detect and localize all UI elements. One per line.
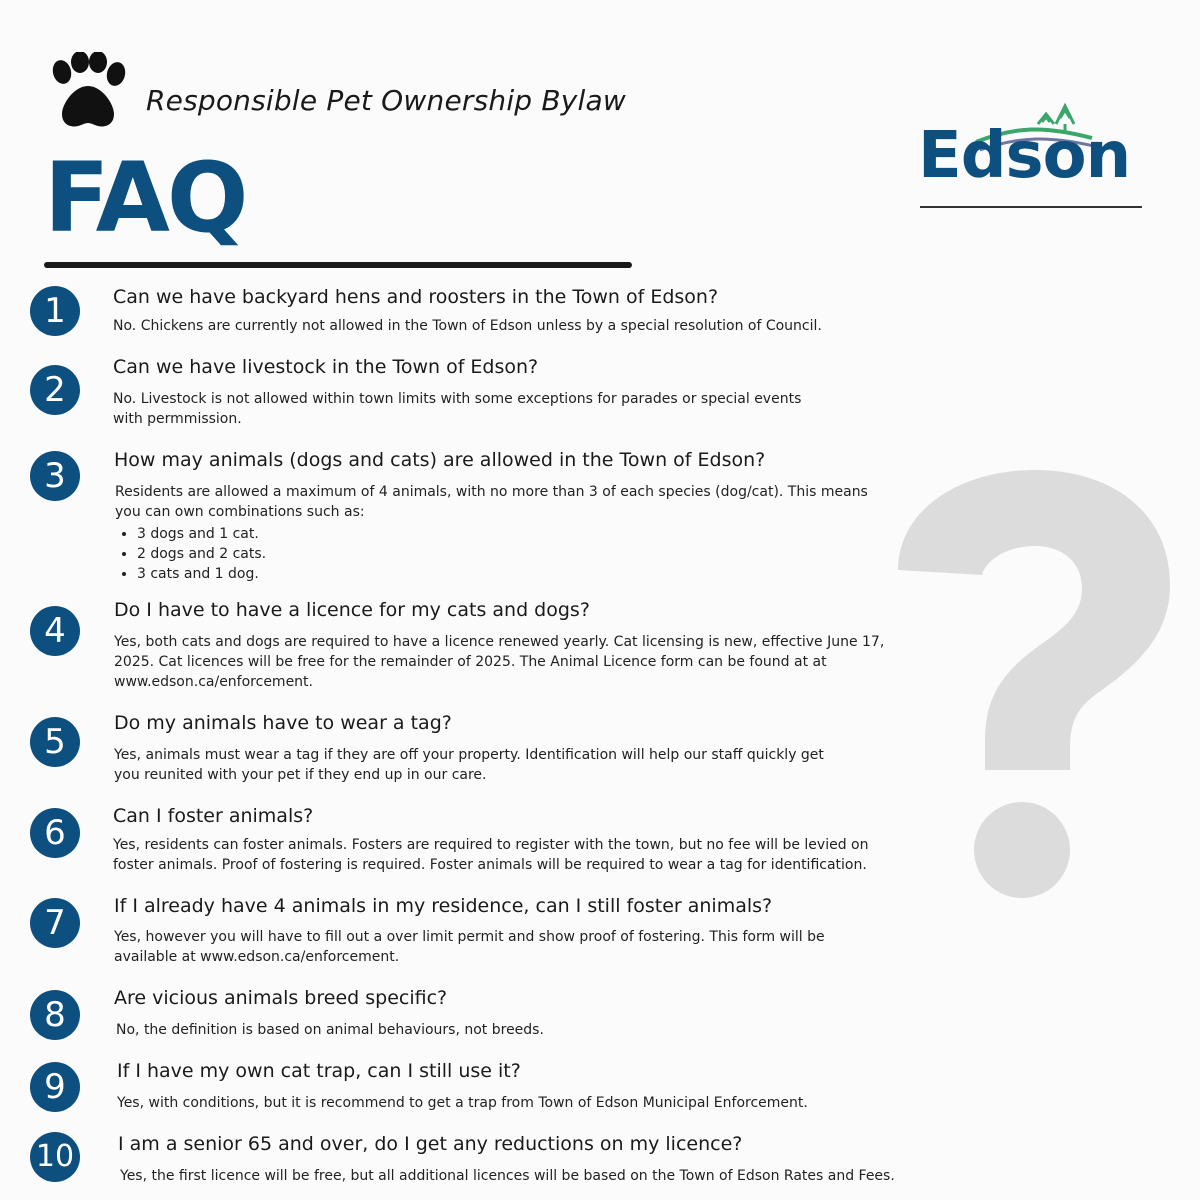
faq-question: Are vicious animals breed specific? xyxy=(114,987,448,1009)
faq-answer-list xyxy=(115,524,875,584)
faq-number-badge: 8 xyxy=(30,990,80,1040)
faq-answer: Yes, animals must wear a tag if they are off your property. Identification will help our staff quickly get you reunited with your pet if they end up in our care. xyxy=(114,747,824,783)
faq-answer: Yes, the first licence will be free, but all additional licences will be based on the Town of Edson Rates and Fees. xyxy=(120,1168,895,1184)
list-item: • 2 dogs and 2 cats. xyxy=(137,544,875,564)
faq-question: I am a senior 65 and over, do I get any reductions on my licence? xyxy=(118,1133,743,1155)
question-mark-icon xyxy=(890,470,1180,910)
edson-logo-wordmark: Edson xyxy=(918,119,1131,193)
faq-question: How may animals (dogs and cats) are allowed in the Town of Edson? xyxy=(114,449,766,471)
faq-answer: No. Chickens are currently not allowed in the Town of Edson unless by a special resolution of Council. xyxy=(113,318,822,334)
faq-question: Do I have to have a licence for my cats and dogs? xyxy=(114,599,590,621)
faq-question: Can we have backyard hens and roosters in the Town of Edson? xyxy=(113,286,719,308)
paw-icon xyxy=(44,52,132,132)
faq-question: Do my animals have to wear a tag? xyxy=(114,712,452,734)
bylaw-subtitle: Responsible Pet Ownership Bylaw xyxy=(146,84,626,117)
list-item: • 3 cats and 1 dog. xyxy=(137,564,875,584)
faq-number-badge: 2 xyxy=(30,365,80,415)
title-divider xyxy=(44,262,632,268)
list-item: • 3 dogs and 1 cat. xyxy=(137,524,875,544)
faq-number-badge: 4 xyxy=(30,606,80,656)
faq-number-badge: 10 xyxy=(30,1132,80,1182)
faq-answer: Yes, residents can foster animals. Fosters are required to register with the town, but no fee will be levied on foster animals. Proof of fostering is required. Foster animals will be required to wear a tag for identification. xyxy=(113,837,869,873)
page-title: FAQ xyxy=(44,142,246,254)
faq-number-badge: 9 xyxy=(30,1062,80,1112)
faq-answer: No. Livestock is not allowed within town limits with some exceptions for parades or special events with permmission. xyxy=(113,391,802,427)
faq-question: If I already have 4 animals in my residence, can I still foster animals? xyxy=(114,895,773,917)
faq-number-badge: 6 xyxy=(30,808,80,858)
faq-question: Can we have livestock in the Town of Edson? xyxy=(113,356,539,378)
faq-number-badge: 7 xyxy=(30,898,80,948)
faq-answer-text: Residents are allowed a maximum of 4 animals, with no more than 3 of each species (dog/cat). This means you can own combinations such as: xyxy=(115,484,868,520)
faq-question: Can I foster animals? xyxy=(113,805,314,827)
faq-number-badge: 1 xyxy=(30,286,80,336)
faq-number-badge: 3 xyxy=(30,451,80,501)
faq-number-badge: 5 xyxy=(30,717,80,767)
faq-answer: No, the definition is based on animal behaviours, not breeds. xyxy=(116,1022,544,1038)
faq-answer: Yes, both cats and dogs are required to have a licence renewed yearly. Cat licensing is new, effective June 17, 2025. Cat licences will be free for the remainder of 2025. The Animal Licence form can be found at at www.edson.ca/enforcement. xyxy=(114,634,885,690)
faq-answer: Yes, however you will have to fill out a over limit permit and show proof of fostering. This form will be available at www.edson.ca/enforcement. xyxy=(114,929,825,965)
faq-question: If I have my own cat trap, can I still use it? xyxy=(117,1060,521,1082)
faq-answer: Yes, with conditions, but it is recommend to get a trap from Town of Edson Municipal Enforcement. xyxy=(117,1095,808,1111)
faq-answer xyxy=(115,482,875,584)
logo-divider xyxy=(920,206,1142,208)
